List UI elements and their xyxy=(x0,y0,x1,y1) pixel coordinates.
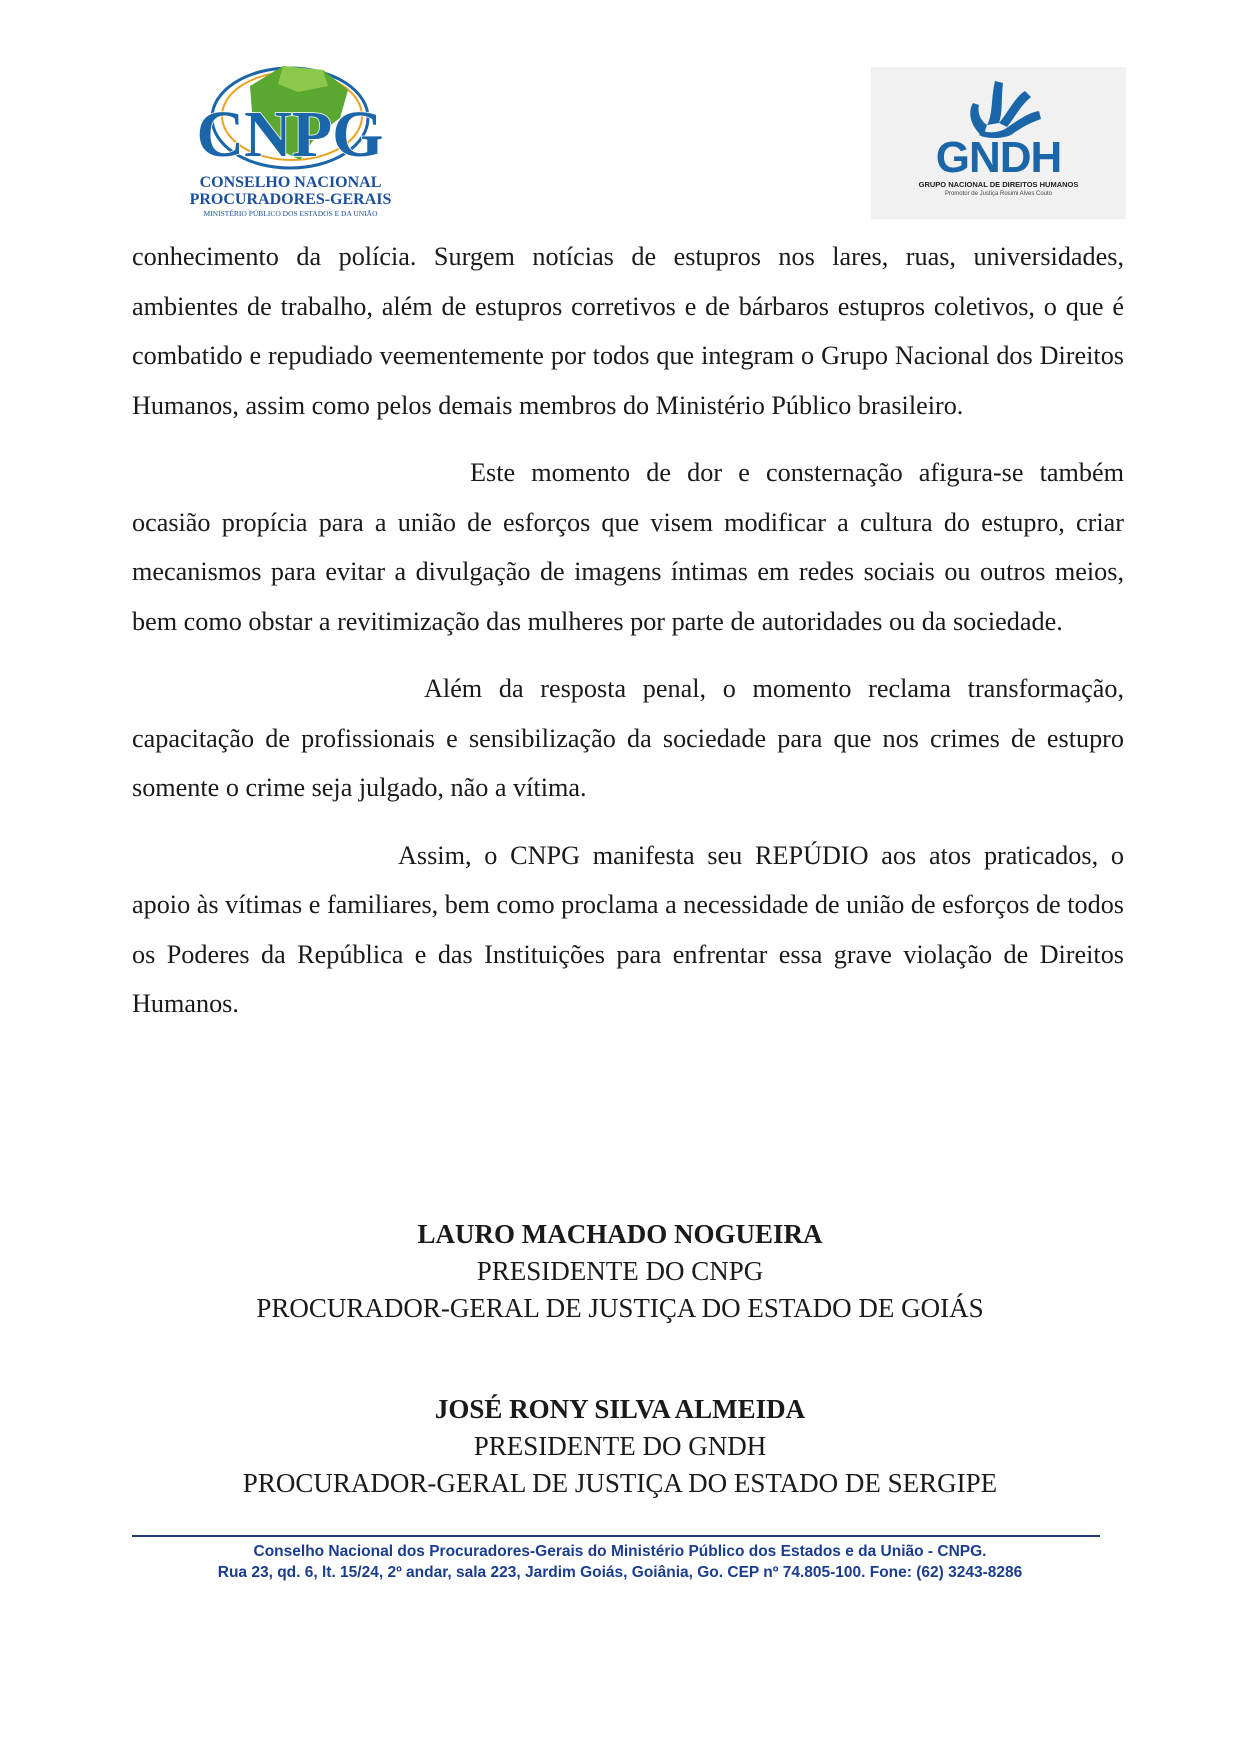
paragraph-1: conhecimento da polícia. Surgem notícias de estupros nos lares, ruas, universidades, ambientes de trabalho, além de estupros corretivos e de bárbaros estupros coletivos, o que é combatido e repudiado veementemente por todos que integram o Grupo Nacional dos Direitos Humanos, assim como pelos demais membros do Ministério Público brasileiro. xyxy=(132,242,1124,420)
signature-title: PROCURADOR-GERAL DE JUSTIÇA DO ESTADO DE SERGIPE xyxy=(242,1468,998,1498)
footer-line-2: Rua 23, qd. 6, lt. 15/24, 2º andar, sala 223, Jardim Goiás, Goiânia, Go. CEP nº 74.805-100. Fone: (62) 3243-8286 xyxy=(217,1564,1023,1581)
gndh-logo-line2: Promotor de Justiça Rosimi Alves Couto xyxy=(944,191,1053,197)
gndh-logo xyxy=(871,67,1126,219)
gndh-logo-line1: GRUPO NACIONAL DE DIREITOS HUMANOS xyxy=(918,180,1079,189)
signature-name: JOSÉ RONY SILVA ALMEIDA xyxy=(434,1394,806,1424)
signature-title: PROCURADOR-GERAL DE JUSTIÇA DO ESTADO DE GOIÁS xyxy=(256,1293,984,1323)
cnpg-logo-line1: CONSELHO NACIONAL xyxy=(199,174,382,191)
cnpg-emblem-icon xyxy=(188,56,393,181)
paragraph-3: Além da resposta penal, o momento reclama transformação, capacitação de profissionais e sensibilização da sociedade para que nos crimes de estupro somente o crime seja julgado, não a vítima. xyxy=(132,674,1124,802)
gndh-acronym: GNDH xyxy=(935,133,1062,182)
footer-line-1: Conselho Nacional dos Procuradores-Gerais do Ministério Público dos Estados e da União - CNPG. xyxy=(253,1543,987,1560)
signature-name: LAURO MACHADO NOGUEIRA xyxy=(417,1219,823,1249)
hand-icon xyxy=(953,75,1043,141)
cnpg-logo-line3: MINISTÉRIO PÚBLICO DOS ESTADOS E DA UNIÃO xyxy=(203,209,378,218)
cnpg-logo xyxy=(188,56,393,216)
signature-block-1 xyxy=(0,1216,1240,1327)
footer-divider xyxy=(132,1535,1100,1537)
signature-title: PRESIDENTE DO CNPG xyxy=(476,1256,764,1286)
document-body xyxy=(132,232,1124,1029)
footer xyxy=(0,1541,1240,1583)
signature-title: PRESIDENTE DO GNDH xyxy=(473,1431,767,1461)
svg-text:CNPG: CNPG xyxy=(196,98,384,171)
signature-block-2 xyxy=(0,1391,1240,1502)
cnpg-logo-line2: PROCURADORES-GERAIS xyxy=(189,191,392,208)
paragraph-2: Este momento de dor e consternação afigura-se também ocasião propícia para a união de esforços que visem modificar a cultura do estupro, criar mecanismos para evitar a divulgação de imagens íntimas em redes sociais ou outros meios, bem como obstar a revitimização das mulheres por parte de autoridades ou da sociedade. xyxy=(132,458,1124,636)
paragraph-4: Assim, o CNPG manifesta seu REPÚDIO aos atos praticados, o apoio às vítimas e familiares, bem como proclama a necessidade de união de esforços de todos os Poderes da República e das Instituições para enfrentar essa grave violação de Direitos Humanos. xyxy=(132,840,1124,1018)
